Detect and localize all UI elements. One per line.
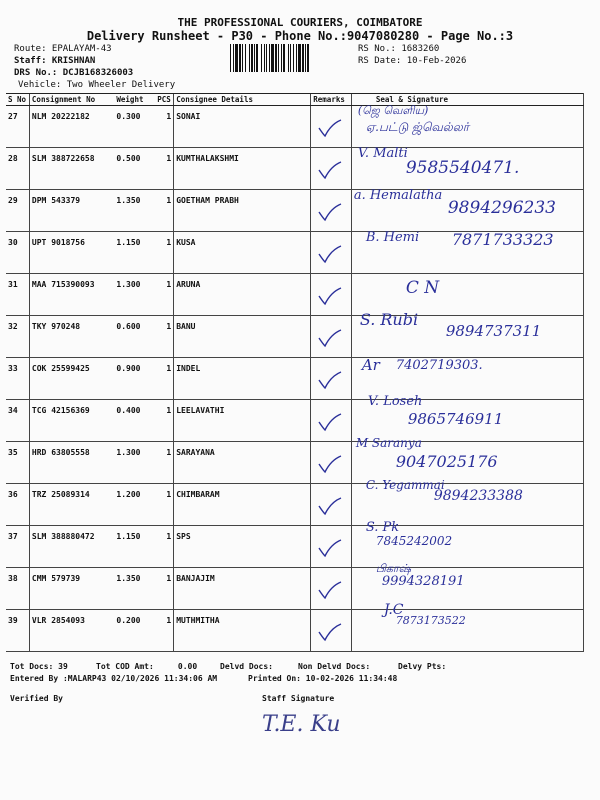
col-consignment: Consignment No: [29, 94, 114, 106]
row-sno: 38: [6, 568, 29, 610]
col-seal-signature: Seal & Signature: [351, 94, 583, 106]
tick-mark-icon: [315, 494, 345, 520]
tick-mark-icon: [315, 326, 345, 352]
total-docs: Tot Docs: 39: [10, 662, 68, 671]
row-pcs: 1: [155, 190, 173, 232]
row-consignment-no: CMM 579739: [29, 568, 114, 610]
row-consignment-no: SLM 388880472: [29, 526, 114, 568]
barcode-bar: [256, 44, 258, 72]
row-sno: 39: [6, 610, 29, 652]
row-sno: 33: [6, 358, 29, 400]
col-pcs: PCS: [155, 94, 173, 106]
barcode-bar: [251, 44, 253, 72]
tick-mark-icon: [315, 452, 345, 478]
row-pcs: 1: [155, 484, 173, 526]
row-remarks: [311, 190, 352, 232]
row-pcs: 1: [155, 232, 173, 274]
row-consignment-no: MAA 715390093: [29, 274, 114, 316]
row-remarks: [311, 400, 352, 442]
row-weight: 0.300: [114, 106, 155, 148]
table-row: [6, 358, 584, 400]
barcode-bar: [245, 44, 246, 72]
handwritten-name: a. Hemalatha: [353, 188, 443, 203]
row-remarks: [311, 148, 352, 190]
row-pcs: 1: [155, 526, 173, 568]
row-pcs: 1: [155, 610, 173, 652]
table-row: [6, 526, 584, 568]
table-row: [6, 316, 584, 358]
row-consignment-no: NLM 20222182: [29, 106, 114, 148]
delivery-points: Delvy Pts:: [398, 662, 447, 671]
barcode-bar: [298, 44, 301, 72]
row-sno: 27: [6, 106, 29, 148]
row-consignee: SARAYANA: [174, 442, 311, 484]
barcode-bar: [266, 44, 267, 72]
handwritten-phone: 9894233388: [433, 488, 523, 504]
col-sno: S No: [6, 94, 29, 106]
runsheet-table: [6, 93, 584, 652]
staff-label: Staff: KRISHNAN: [14, 56, 96, 66]
row-consignee: BANU: [174, 316, 311, 358]
row-sno: 29: [6, 190, 29, 232]
row-seal-signature: [351, 148, 583, 190]
runsheet-subtitle: Delivery Runsheet - P30 - Phone No.:9047080280 - Page No.:3: [86, 29, 514, 43]
row-remarks: [311, 442, 352, 484]
row-weight: 1.150: [114, 526, 155, 568]
row-weight: 0.900: [114, 358, 155, 400]
row-remarks: [311, 274, 352, 316]
row-consignment-no: DPM 543379: [29, 190, 114, 232]
row-remarks: [311, 106, 352, 148]
tick-mark-icon: [315, 116, 345, 142]
table-row: [6, 232, 584, 274]
row-consignee: MUTHMITHA: [174, 610, 311, 652]
barcode-bar: [269, 44, 270, 72]
row-seal-signature: [351, 602, 583, 652]
barcode-bar: [278, 44, 279, 72]
barcode-image: [230, 44, 354, 72]
row-sno: 28: [6, 148, 29, 190]
barcode-bar: [275, 44, 277, 72]
row-consignment-no: SLM 388722658: [29, 148, 114, 190]
runsheet-title: THE PROFESSIONAL COURIERS, COIMBATORE: [177, 16, 423, 29]
handwritten-phone: ஏ.பட்டு ஜ்வெல்லர்: [365, 120, 469, 134]
handwritten-phone: 9047025176: [395, 452, 498, 471]
row-remarks: [311, 232, 352, 274]
barcode-bar: [305, 44, 306, 72]
row-seal-signature: [351, 106, 583, 148]
barcode-bar: [296, 44, 297, 72]
row-consignee: ARUNA: [174, 274, 311, 316]
table-header-row: [6, 94, 584, 106]
table-row: [6, 610, 584, 652]
rs-number: RS No.: 1683260: [358, 44, 440, 54]
row-weight: 0.400: [114, 400, 155, 442]
row-consignment-no: TKY 970248: [29, 316, 114, 358]
row-remarks: [311, 610, 352, 652]
handwritten-name: M Saranya: [355, 436, 422, 450]
total-cod-amount: Tot COD Amt: 0.00: [96, 662, 198, 671]
row-consignment-no: TCG 42156369: [29, 400, 114, 442]
row-sno: 34: [6, 400, 29, 442]
col-remarks: Remarks: [311, 94, 352, 106]
tick-mark-icon: [315, 620, 345, 646]
row-sno: 30: [6, 232, 29, 274]
route-label: Route: EPALAYAM-43: [14, 44, 112, 54]
tick-mark-icon: [315, 200, 345, 226]
row-consignment-no: COK 25599425: [29, 358, 114, 400]
table-row: [6, 148, 584, 190]
row-remarks: [311, 358, 352, 400]
row-pcs: 1: [155, 400, 173, 442]
barcode-bar: [233, 44, 234, 72]
barcode-bar: [261, 44, 262, 72]
row-consignee: SONAI: [174, 106, 311, 148]
row-weight: 1.350: [114, 190, 155, 232]
handwritten-name: S. Pk: [365, 520, 400, 535]
table-row: [6, 442, 584, 484]
row-weight: 0.600: [114, 316, 155, 358]
handwritten-name: S. Rubi: [359, 310, 419, 329]
barcode-bar: [293, 44, 294, 72]
barcode-bar: [290, 44, 291, 72]
vehicle-label: Vehicle: Two Wheeler Delivery: [18, 80, 176, 90]
tick-mark-icon: [315, 536, 345, 562]
col-consignee: Consignee Details: [174, 94, 311, 106]
handwritten-phone: 9994328191: [381, 574, 465, 589]
row-consignment-no: TRZ 25089314: [29, 484, 114, 526]
barcode-bar: [239, 44, 241, 72]
row-consignee: SPS: [174, 526, 311, 568]
tick-mark-icon: [315, 578, 345, 604]
row-weight: 0.500: [114, 148, 155, 190]
row-pcs: 1: [155, 106, 173, 148]
staff-signature-label: Staff Signature: [262, 694, 335, 703]
table-row: [6, 484, 584, 526]
barcode-bar: [283, 44, 285, 72]
tick-mark-icon: [315, 242, 345, 268]
row-pcs: 1: [155, 316, 173, 358]
barcode-bar: [288, 44, 289, 72]
table-row: [6, 106, 584, 148]
row-consignee: LEELAVATHI: [174, 400, 311, 442]
barcode-bar: [235, 44, 238, 72]
row-consignment-no: VLR 2854093: [29, 610, 114, 652]
handwritten-name: பிகாஷ்: [375, 562, 411, 575]
handwritten-name: V. Malti: [357, 146, 408, 161]
tick-mark-icon: [315, 158, 345, 184]
row-consignee: KUSA: [174, 232, 311, 274]
handwritten-name: J.C: [383, 602, 404, 618]
row-consignee: INDEL: [174, 358, 311, 400]
row-consignee: CHIMBARAM: [174, 484, 311, 526]
handwritten-phone: 9894737311: [445, 322, 542, 340]
barcode-bar: [302, 44, 304, 72]
table-row: [6, 274, 584, 316]
row-weight: 1.200: [114, 484, 155, 526]
row-sno: 35: [6, 442, 29, 484]
delivered-docs: Delvd Docs:: [220, 662, 273, 671]
table-row: [6, 568, 584, 610]
row-seal-signature: [351, 310, 583, 358]
row-seal-signature: [351, 190, 583, 232]
row-remarks: [311, 526, 352, 568]
handwritten-phone: 7402719303.: [395, 358, 483, 373]
printed-on: Printed On: 10-02-2026 11:34:48: [248, 674, 398, 683]
barcode-bar: [264, 44, 265, 72]
row-weight: 0.200: [114, 610, 155, 652]
row-pcs: 1: [155, 274, 173, 316]
handwritten-phone: 7845242002: [375, 534, 453, 548]
handwritten-phone: 9585540471.: [405, 158, 520, 178]
drs-number: DRS No.: DCJB168326003: [14, 68, 134, 78]
row-pcs: 1: [155, 148, 173, 190]
row-consignee: GOETHAM PRABH: [174, 190, 311, 232]
handwritten-name: Ar: [361, 356, 380, 374]
row-remarks: [311, 316, 352, 358]
row-remarks: [311, 568, 352, 610]
barcode-bar: [271, 44, 274, 72]
row-consignment-no: HRD 63805558: [29, 442, 114, 484]
row-weight: 1.300: [114, 274, 155, 316]
barcode-bar: [281, 44, 282, 72]
non-delivered-docs: Non Delvd Docs:: [298, 662, 371, 671]
row-weight: 1.300: [114, 442, 155, 484]
col-weight: Weight: [114, 94, 155, 106]
handwritten-phone: 9865746911: [407, 410, 504, 428]
row-sno: 36: [6, 484, 29, 526]
tick-mark-icon: [315, 410, 345, 436]
barcode-bar: [307, 44, 309, 72]
row-sno: 31: [6, 274, 29, 316]
row-consignee: KUMTHALAKSHMI: [174, 148, 311, 190]
barcode-bar: [249, 44, 250, 72]
handwritten-phone: 7871733323: [451, 230, 554, 249]
row-seal-signature: [351, 232, 583, 274]
entered-by: Entered By :MALARP43 02/10/2026 11:34:06 AM: [10, 674, 218, 683]
row-sno: 32: [6, 316, 29, 358]
row-pcs: 1: [155, 442, 173, 484]
staff-signature-handwriting: T.E. Ku: [262, 712, 341, 737]
barcode-bar: [242, 44, 243, 72]
handwritten-name: C. Yegammai: [365, 478, 445, 492]
row-consignee: BANJAJIM: [174, 568, 311, 610]
handwritten-name: V. Loseh: [367, 394, 423, 409]
handwritten-name: C N: [405, 278, 440, 298]
verified-by-label: Verified By: [10, 694, 63, 703]
row-sno: 37: [6, 526, 29, 568]
barcode-bar: [254, 44, 255, 72]
barcode-bar: [230, 44, 231, 72]
handwritten-phone: 7873173522: [395, 614, 466, 627]
rs-date: RS Date: 10-Feb-2026: [358, 56, 467, 66]
tick-mark-icon: [315, 284, 345, 310]
row-pcs: 1: [155, 358, 173, 400]
row-pcs: 1: [155, 568, 173, 610]
table-row: [6, 400, 584, 442]
row-remarks: [311, 484, 352, 526]
handwritten-phone: 9894296233: [447, 198, 556, 218]
row-consignment-no: UPT 9018756: [29, 232, 114, 274]
row-weight: 1.150: [114, 232, 155, 274]
table-row: [6, 190, 584, 232]
tick-mark-icon: [315, 368, 345, 394]
handwritten-name: (ஜெ வெளிய): [357, 104, 429, 117]
handwritten-name: B. Hemi: [365, 230, 420, 245]
row-weight: 1.350: [114, 568, 155, 610]
